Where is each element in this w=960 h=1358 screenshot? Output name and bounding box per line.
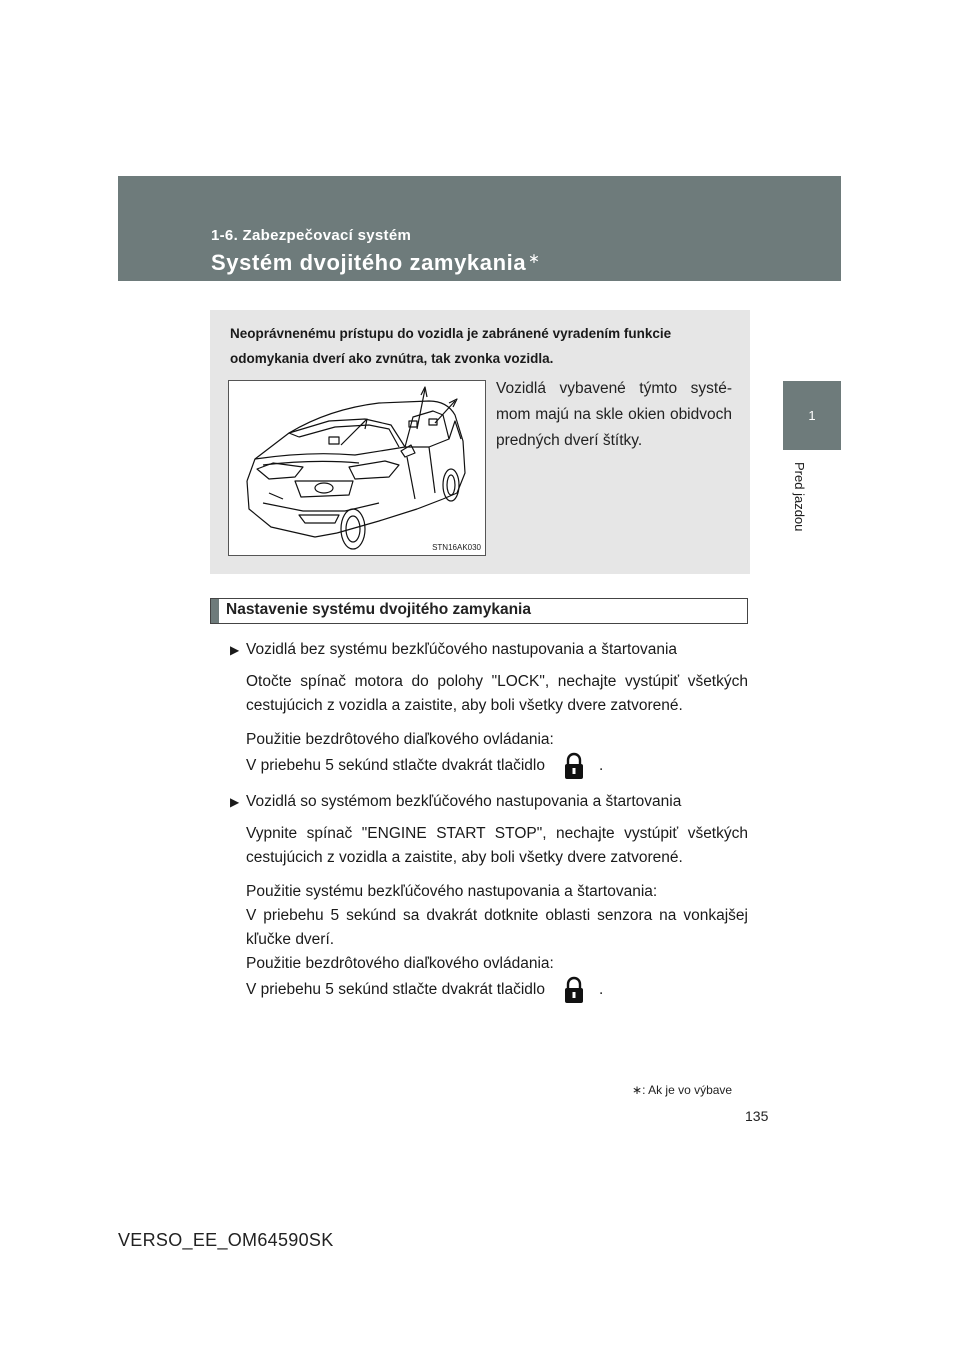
header-band: [118, 176, 841, 281]
car-drawing: [229, 381, 485, 555]
lock-instruction: [246, 976, 748, 1004]
paragraph: Vypnite spínač "ENGINE START STOP", nechajte vystúpiť všetkých cestujúcich z vozidla a zaistite, aby boli všetky dvere zatvorené.: [246, 825, 748, 866]
chapter-label: Pred jazdou: [792, 462, 807, 532]
figure-caption: Vozidlá vybavené týmto systémom majú na skle okien obidvoch predných dverí štítky.: [496, 380, 732, 449]
paragraph-line: V priebehu 5 sekúnd stlačte dvakrát tlačidlo: [246, 757, 545, 774]
intro-text: Neoprávnenému prístupu do vozidla je zabránené vyradením funkcie odomykania dverí ako zvnútra, tak zvonka vozidla.: [230, 326, 672, 366]
subsection-accent: [211, 599, 219, 623]
paragraph: Otočte spínač motora do polohy "LOCK", nechajte vystúpiť všetkých cestujúcich z vozidla a zaistite, aby boli všetky dvere zatvorené.: [246, 673, 748, 714]
document-id: VERSO_EE_OM64590SK: [118, 1230, 334, 1250]
period: .: [598, 981, 604, 998]
instructions: [230, 638, 748, 1014]
footnote: [632, 1083, 732, 1097]
paragraph-line: Použitie bezdrôtového diaľkového ovládania:: [246, 955, 554, 972]
subsection-heading: [210, 598, 748, 624]
optional-mark: ∗: [528, 250, 541, 266]
bullet-no-keyless: [230, 638, 748, 662]
subsection-title: Nastavenie systému dvojitého zamykania: [226, 601, 531, 618]
lock-icon: [563, 976, 585, 1004]
lock-icon: [563, 752, 585, 780]
triangle-bullet-icon: ▶: [230, 795, 240, 809]
page-title-text: Systém dvojitého zamykania: [211, 250, 527, 275]
paragraph-keyless: [230, 880, 748, 1004]
paragraph-remote: [230, 728, 748, 780]
page-title: [211, 250, 541, 276]
paragraph-line: Použitie systému bezkľúčového nastupovania a štartovania:: [246, 883, 658, 900]
period: .: [598, 757, 604, 774]
figure-code: STN16AK030: [432, 543, 481, 552]
page-number: 135: [745, 1108, 769, 1124]
car-illustration: [228, 380, 486, 556]
bullet-heading: Vozidlá so systémom bezkľúčového nastupovania a štartovania: [246, 793, 682, 810]
chapter-tab: 1: [783, 381, 841, 450]
section-label: 1-6. Zabezpečovací systém: [211, 227, 412, 244]
triangle-bullet-icon: ▶: [230, 643, 240, 657]
paragraph-line: V priebehu 5 sekúnd stlačte dvakrát tlačidlo: [246, 981, 545, 998]
paragraph-line: Použitie bezdrôtového diaľkového ovládania:: [246, 731, 554, 748]
footnote-text: : Ak je vo výbave: [642, 1083, 733, 1097]
bullet-keyless: [230, 790, 748, 814]
lock-instruction: [246, 752, 748, 780]
paragraph-line: V priebehu 5 sekúnd sa dvakrát dotknite oblasti senzora na vonkajšej kľučke dverí.: [246, 907, 748, 948]
bullet-heading: Vozidlá bez systému bezkľúčového nastupovania a štartovania: [246, 641, 678, 658]
intro-box: [210, 310, 750, 574]
footnote-mark: ∗: [632, 1083, 643, 1097]
